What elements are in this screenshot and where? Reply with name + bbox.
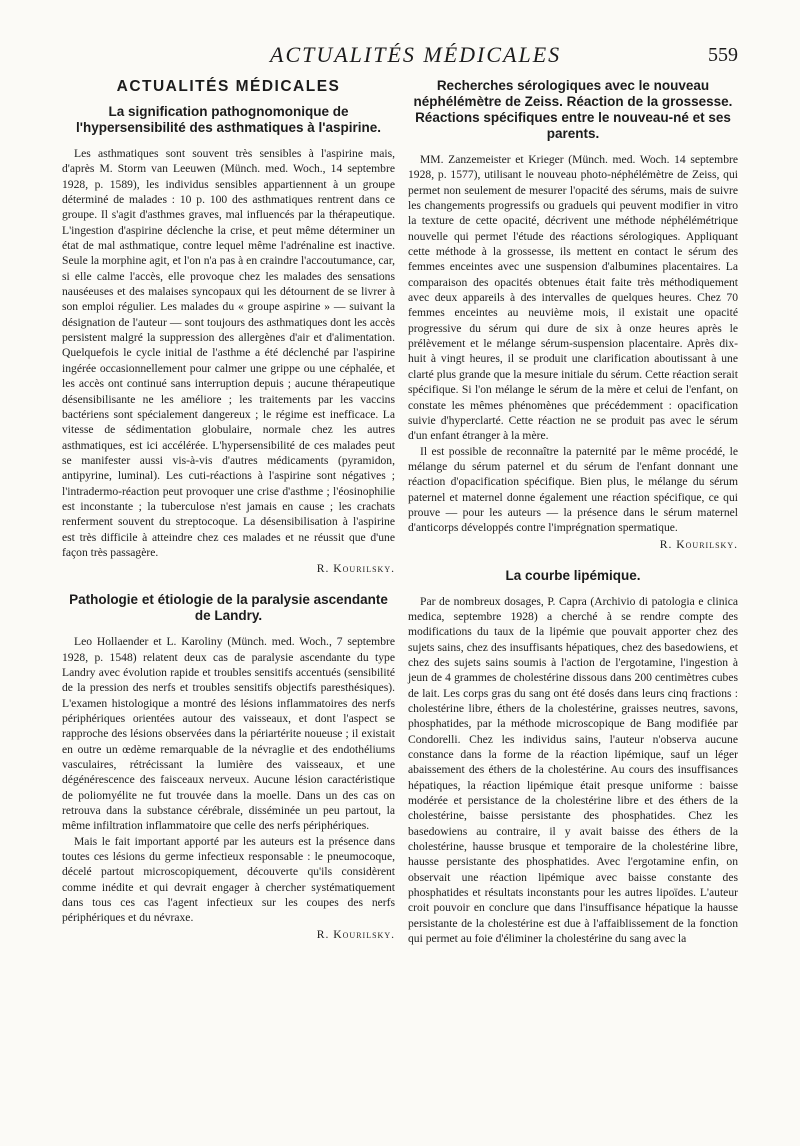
page-number: 559 (708, 44, 738, 66)
article-body-aspirine: Les asthmatiques sont souvent très sensibles à l'aspirine mais, d'après M. Storm van Leeuwen (Münch. med. Woch., 14 septembre 1928, p. 1589), les individus sensibles appartiennent à un groupe déterminé de malades : 10 p. 100 des asthmatiques rentrent dans ce groupe. Il s'agit d'asthmes graves, mal influencés par la thérapeutique. L'ingestion d'aspirine déclenche la crise, et peut même déterminer un état de mal asthmatique, contre lequel même l'adrénaline est inactive. Seule la morphine agit, et l'on n'a pas à en craindre l'accoutumance, car, si elle calme l'accès, elle provoque chez les malades des sensations nauséeuses et des malaises syncopaux qui les détournent de se livrer à son emploi régulier. Les malades du « groupe aspirine » — suivant la désignation de l'auteur — sont toujours des asthmatiques dont les accès persistent malgré la suppression des allergènes d'air et d'alimentation. Quelquefois le cycle initial de l'asthme a été déclenché par l'aspirine ingérée occasionnellement pour calmer une grippe ou une céphalée, et les accès ont continué sans interruption depuis ; aucune thérapeutique désensibilisante ne les améliore ; les traitements par les vaccins bactériens sont spécialement dangereux ; le régime est inefficace. La vitesse de sédimentation globulaire, normale chez les autres asthmatiques, est ici accélérée. L'hypersensibilité de ces malades peut se manifester aussi vis-à-vis d'autres médicaments (pyramidon, antipyrine, luminal). Les cuti-réactions à l'aspirine sont négatives ; l'intradermo-réaction peut provoquer une crise d'asthme ; l'éosinophilie est inconstante ; la tuberculose n'est jamais en cause ; les crachats renferment souvent du streptocoque. La désensibilisation à l'aspirine est très difficile à atteindre chez ces malades et ne réussit que d'une façon très passagère. (62, 147, 395, 559)
article-body-serologie-2: Il est possible de reconnaître la paternité par le même procédé, le mélange du sérum paternel et du sérum de l'enfant donnant une réaction d'opacification spécifique. Bien plus, le mélange du sérum paternel et maternel donne également une réaction spécifique, ce qui prouve — pour les auteurs — la présence dans le sérum maternel d'anticorps développés contre l'imprégnation spermatique. (408, 444, 738, 535)
article-body-lipemique: Par de nombreux dosages, P. Capra (Archivio di patologia e clinica medica, septembre 1928) a cherché à se rendre compte des modifications du taux de la lipémie que pouvait apporter chez des sujets sains, chez des insuffisants hépatiques, chez des basedowiens, et chez des sujets sains soumis à l'action de l'ergotamine, l'ingestion à jeun de 4 grammes de cholestérine dissous dans 200 centimètres cubes de lait. Les corps gras du sang ont été dosés dans leurs cinq fractions : cholestérine libre, éthers de la cholestérine, graisses neutres, savons, phosphatides, par la méthode microscopique de Bang modifiée par Condorelli. Chez les individus sains, l'auteur n'observa aucune constance dans la forme de la réaction lipémique, sauf un léger abaissement des éthers de la cholestérine. Au cours des insuffisances hépatiques, la réaction lipémique était presque uniforme : baisse modérée et persistance de la cholestérine libre et des éthers de la cholestérine, baisse persistante des phosphatides. Chez les basedowiens au contraire, il y avait baisse des éthers de la cholestérine, hausse brusque et temporaire de la cholestérine libre, hausse persistante des phosphatides. Avec l'ergotamine enfin, on observait une réaction lipémique avec baisse constante des phosphatides et résultats inconstants pour les autres lipoïdes. L'auteur croit pouvoir en conclure que dans l'insuffisance hépatique la hausse persistante de la cholestérine est due à l'affaiblissement de la fonction qui permet au foie d'éliminer la cholestérine du sang avec la (408, 594, 738, 946)
right-column (408, 78, 738, 947)
spacer (62, 576, 395, 592)
article-signature: R. Kourilsky. (316, 927, 395, 941)
article-title-aspirine: La signification pathognomonique de l'hypersensibilité des asthmatiques à l'aspirine. (75, 104, 382, 135)
running-title: ACTUALITÉS MÉDICALES (270, 42, 562, 67)
article-signature: R. Kourilsky. (659, 537, 738, 551)
article-signature: R. Kourilsky. (316, 562, 395, 576)
article-title-landry: Pathologie et étiologie de la paralysie ascendante de Landry. (69, 592, 388, 624)
article-title-lipemique: La courbe lipémique. (505, 567, 641, 583)
left-column (62, 78, 395, 942)
article-body-landry-1: Leo Hollaender et L. Karoliny (Münch. med. Woch., 7 septembre 1928, p. 1548) relatent deux cas de paralysie ascendante du type Landry avec évolution rapide et troubles sensitifs accentués (sensibilité de la pression des nerfs et troubles sensitifs objectifs paresthésiques). L'examen histologique a montré des lésions inflammatoires des nerfs périphériques orientées autour des vaisseaux, et dont l'aspect se rapproche des lésions observées dans la périartérite noueuse ; il existait en outre un œdème remarquable de la névraglie et des endothéliums vasculaires, rétrécissant la lumière des vaisseaux, et une dégénérescence des faisceaux nerveux. Aucune lésion caractéristique de poliomyélite ne fut trouvée dans la moelle. Dans un des cas on retrouva dans la substance cérébrale, disséminée un peu partout, la même infiltration inflammatoire que celle des nerfs périphériques. (62, 635, 395, 833)
article-body-serologie-1: MM. Zanzemeister et Krieger (Münch. med. Woch. 14 septembre 1928, p. 1577), utilisant le nouveau photo-néphélémètre de Zeiss, qui permet non seulement de mesurer l'opacité des sérums, mais de suivre les changements progressifs ou graduels qui peuvent modifier in vitro la texture de cette opacité, décrivent une méthode néphélémétrique nouvelle qui permet l'étude des réactions sérologiques. Appliquant cette méthode à la grossesse, ils mettent en contact le sérum des femmes enceintes avec une suspension d'albumines placentaires. La comparaison des opacités obtenues était faite très méthodiquement avec deux appareils à des intervalles de quelques heures. Chez 70 femmes enceintes au neuvième mois, il existait une opacité progressive du sérum qui dure de six à onze heures après le prélèvement et le mélange sérum-suspension placentaire. Après dix-huit à vingt heures, il se produit une clarification aboutissant à une clarté plus grande que la mesure initiale du sérum. Cette réaction serait spécifique. Si l'on mélange le sérum de la mère et celui de l'enfant, on constate les mêmes phénomènes que précédemment : opacification suivie d'hyperclarté. Cette réaction ne se produit pas avec le sérum d'un enfant étranger à la mère. (408, 153, 738, 443)
article-title-serologie: Recherches sérologiques avec le nouveau néphélémètre de Zeiss. Réaction de la grossesse. Réactions spécifiques entre le nouveau-né et ses parents. (413, 78, 733, 141)
spacer (408, 552, 738, 568)
article-body-landry-2: Mais le fait important apporté par les auteurs est la présence dans toutes ces lésions du germe infectieux responsable : le pneumocoque, décelé partout microscopiquement, découverte qu'ils considèrent comme inédite et qui devrait engager à chercher systématiquement dans tous ces cas l'agent infectieux sur les coupes des nerfs périphériques et du névraxe. (62, 834, 395, 925)
running-head (0, 42, 800, 70)
section-title: ACTUALITÉS MÉDICALES (116, 78, 341, 95)
